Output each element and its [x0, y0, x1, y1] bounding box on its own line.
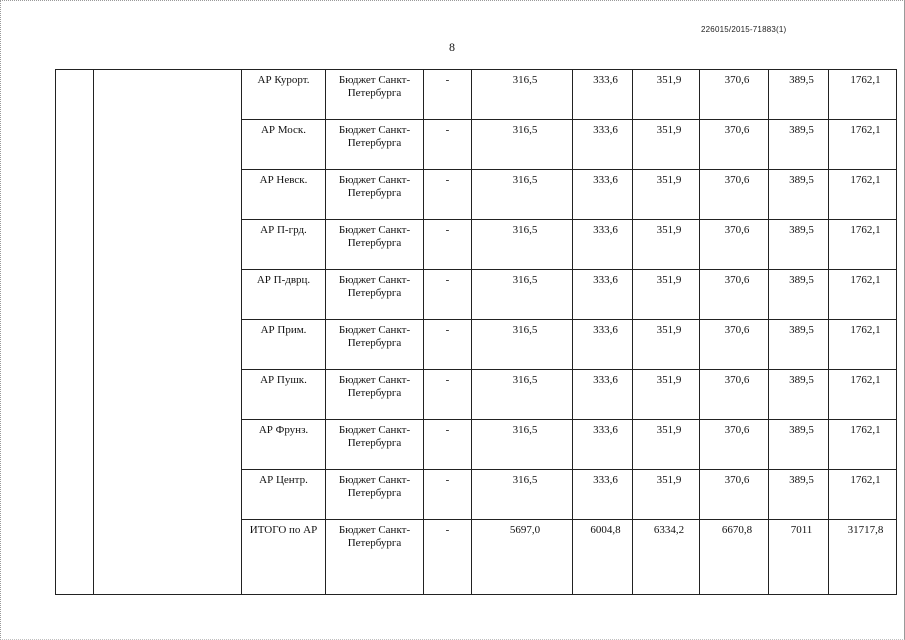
total-cell: 31717,8	[829, 520, 897, 595]
district-cell: АР Прим.	[242, 320, 326, 370]
district-cell: АР Невск.	[242, 170, 326, 220]
total-cell: 1762,1	[829, 120, 897, 170]
value-cell-3: 351,9	[633, 70, 700, 120]
value-cell-5: 389,5	[769, 470, 829, 520]
value-cell-1: 316,5	[472, 320, 573, 370]
value-cell-3: 351,9	[633, 470, 700, 520]
value-cell-3: 351,9	[633, 320, 700, 370]
total-cell: 1762,1	[829, 470, 897, 520]
dash-cell: -	[424, 520, 472, 595]
value-cell-4: 370,6	[700, 220, 769, 270]
value-cell-3: 351,9	[633, 220, 700, 270]
dash-cell: -	[424, 470, 472, 520]
value-cell-4: 370,6	[700, 420, 769, 470]
value-cell-4: 370,6	[700, 70, 769, 120]
table-row	[56, 70, 897, 120]
value-cell-4: 370,6	[700, 470, 769, 520]
value-cell-3: 6334,2	[633, 520, 700, 595]
value-cell-1: 316,5	[472, 220, 573, 270]
value-cell-4: 6670,8	[700, 520, 769, 595]
value-cell-3: 351,9	[633, 120, 700, 170]
value-cell-1: 316,5	[472, 170, 573, 220]
dash-cell: -	[424, 220, 472, 270]
value-cell-5: 389,5	[769, 320, 829, 370]
value-cell-4: 370,6	[700, 170, 769, 220]
funding-source-cell: Бюджет Санкт-Петербурга	[326, 70, 424, 120]
district-cell: ИТОГО по АР	[242, 520, 326, 595]
value-cell-5: 389,5	[769, 70, 829, 120]
total-cell: 1762,1	[829, 320, 897, 370]
value-cell-3: 351,9	[633, 370, 700, 420]
total-cell: 1762,1	[829, 370, 897, 420]
dash-cell: -	[424, 370, 472, 420]
district-cell: АР П-дврц.	[242, 270, 326, 320]
district-cell: АР Курорт.	[242, 70, 326, 120]
value-cell-2: 333,6	[573, 70, 633, 120]
budget-table	[55, 69, 897, 595]
value-cell-1: 316,5	[472, 370, 573, 420]
funding-source-cell: Бюджет Санкт-Петербурга	[326, 520, 424, 595]
value-cell-5: 389,5	[769, 120, 829, 170]
district-cell: АР Фрунз.	[242, 420, 326, 470]
value-cell-5: 389,5	[769, 420, 829, 470]
district-cell: АР Центр.	[242, 470, 326, 520]
value-cell-4: 370,6	[700, 320, 769, 370]
funding-source-cell: Бюджет Санкт-Петербурга	[326, 320, 424, 370]
dash-cell: -	[424, 70, 472, 120]
value-cell-5: 7011	[769, 520, 829, 595]
value-cell-1: 316,5	[472, 70, 573, 120]
value-cell-1: 5697,0	[472, 520, 573, 595]
dash-cell: -	[424, 270, 472, 320]
total-cell: 1762,1	[829, 270, 897, 320]
district-cell: АР Пушк.	[242, 370, 326, 420]
value-cell-5: 389,5	[769, 370, 829, 420]
value-cell-5: 389,5	[769, 220, 829, 270]
value-cell-3: 351,9	[633, 420, 700, 470]
value-cell-1: 316,5	[472, 270, 573, 320]
dash-cell: -	[424, 170, 472, 220]
value-cell-2: 333,6	[573, 320, 633, 370]
value-cell-2: 333,6	[573, 470, 633, 520]
value-cell-3: 351,9	[633, 270, 700, 320]
empty-col-1	[56, 70, 94, 595]
value-cell-1: 316,5	[472, 420, 573, 470]
total-cell: 1762,1	[829, 170, 897, 220]
total-cell: 1762,1	[829, 420, 897, 470]
value-cell-2: 333,6	[573, 270, 633, 320]
funding-source-cell: Бюджет Санкт-Петербурга	[326, 170, 424, 220]
value-cell-5: 389,5	[769, 170, 829, 220]
value-cell-4: 370,6	[700, 370, 769, 420]
value-cell-5: 389,5	[769, 270, 829, 320]
value-cell-2: 333,6	[573, 170, 633, 220]
funding-source-cell: Бюджет Санкт-Петербурга	[326, 420, 424, 470]
funding-source-cell: Бюджет Санкт-Петербурга	[326, 470, 424, 520]
funding-source-cell: Бюджет Санкт-Петербурга	[326, 220, 424, 270]
value-cell-3: 351,9	[633, 170, 700, 220]
total-cell: 1762,1	[829, 70, 897, 120]
funding-source-cell: Бюджет Санкт-Петербурга	[326, 120, 424, 170]
value-cell-2: 333,6	[573, 120, 633, 170]
budget-table-body	[56, 70, 897, 595]
dash-cell: -	[424, 420, 472, 470]
dash-cell: -	[424, 320, 472, 370]
value-cell-1: 316,5	[472, 120, 573, 170]
district-cell: АР Моск.	[242, 120, 326, 170]
dash-cell: -	[424, 120, 472, 170]
empty-col-2	[94, 70, 242, 595]
value-cell-2: 333,6	[573, 370, 633, 420]
total-cell: 1762,1	[829, 220, 897, 270]
funding-source-cell: Бюджет Санкт-Петербурга	[326, 370, 424, 420]
value-cell-2: 333,6	[573, 220, 633, 270]
value-cell-2: 333,6	[573, 420, 633, 470]
value-cell-2: 6004,8	[573, 520, 633, 595]
value-cell-4: 370,6	[700, 270, 769, 320]
value-cell-1: 316,5	[472, 470, 573, 520]
funding-source-cell: Бюджет Санкт-Петербурга	[326, 270, 424, 320]
page-number: 8	[449, 40, 455, 54]
value-cell-4: 370,6	[700, 120, 769, 170]
document-id: 226015/2015-71883(1)	[701, 25, 787, 34]
district-cell: АР П-грд.	[242, 220, 326, 270]
